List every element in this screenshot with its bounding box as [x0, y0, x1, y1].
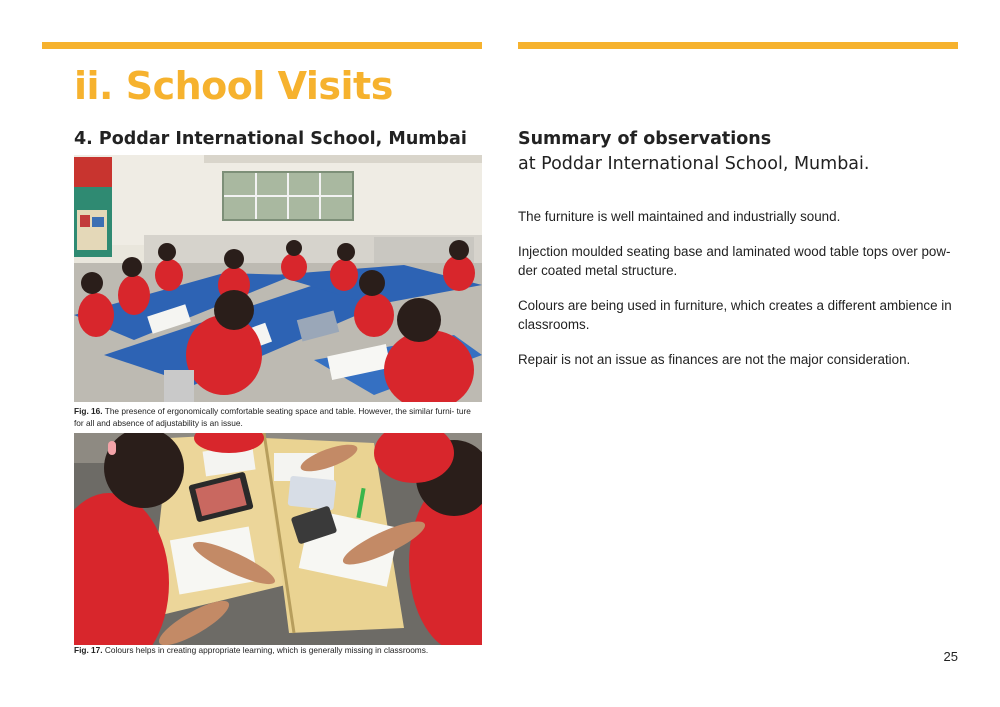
figure-label: Fig. 17. [74, 645, 103, 655]
observation-item: Injection moulded seating base and laminated wood table tops over pow- der coated metal structure. [518, 244, 951, 278]
classroom-photo [74, 155, 482, 402]
figure-caption [74, 406, 482, 429]
summary-heading: Summary of observations [518, 129, 772, 149]
page-number: 25 [943, 649, 958, 664]
top-rule-right [518, 42, 958, 49]
figure-caption [74, 645, 482, 657]
observations-list [518, 207, 958, 385]
figure-caption-text: Colours helps in creating appropriate learning, which is generally missing in classrooms. [104, 645, 429, 655]
students-writing-photo [74, 433, 482, 645]
observation-item: Repair is not an issue as finances are not the major consideration. [518, 352, 911, 367]
figure-label: Fig. 16. [74, 406, 103, 416]
observation-item: The furniture is well maintained and industrially sound. [518, 209, 841, 224]
school-title: 4. Poddar International School, Mumbai [74, 129, 467, 149]
summary-subheading: at Poddar International School, Mumbai. [518, 154, 870, 174]
observation-item: Colours are being used in furniture, which creates a different ambience in classrooms. [518, 298, 952, 332]
figure-caption-text: The presence of ergonomically comfortable seating space and table. However, the similar furni- ture for all and absence of adjustability is an issue. [74, 406, 471, 428]
section-title: ii. School Visits [74, 64, 393, 108]
top-rule-left [42, 42, 482, 49]
